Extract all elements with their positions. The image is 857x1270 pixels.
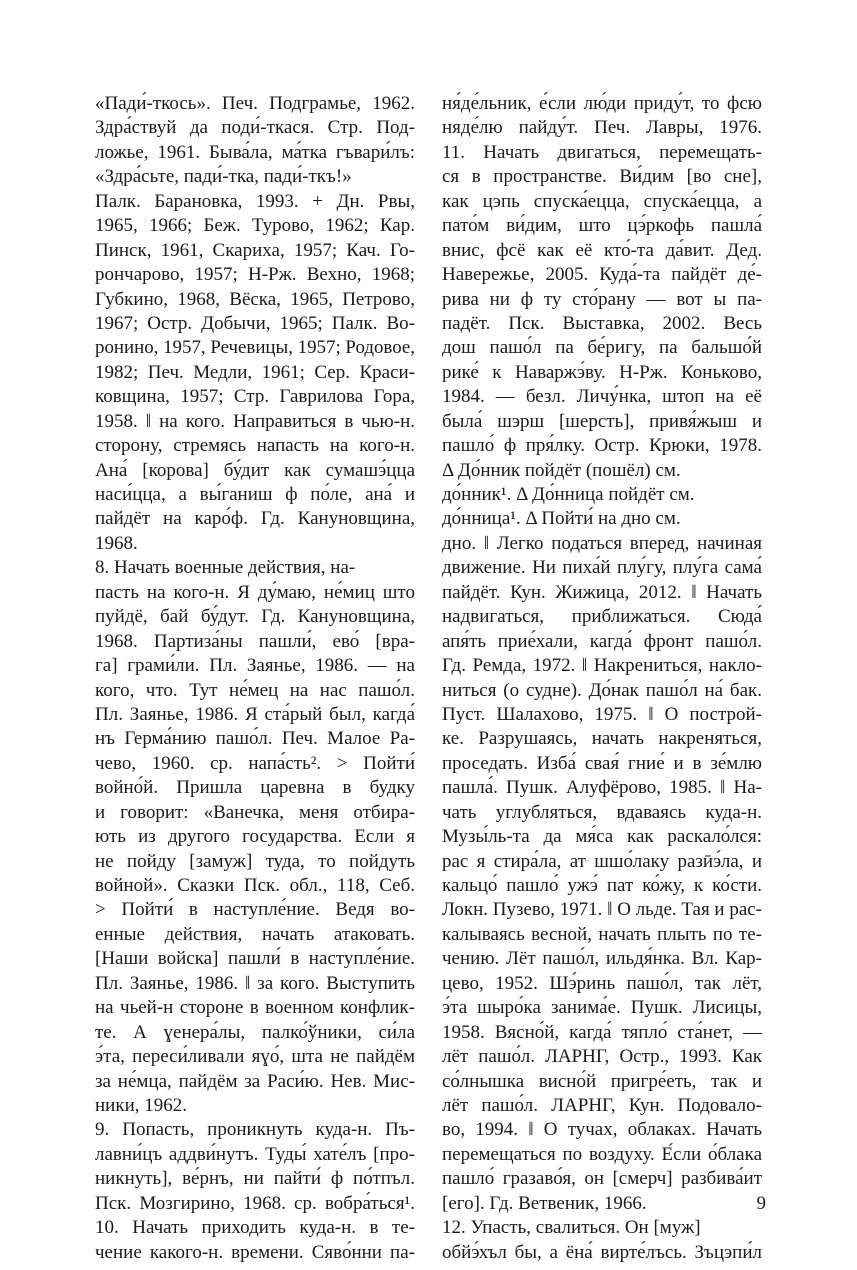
- text-line: лавни́цъ аддви́нутъ. Туды́ хате́лъ [про-: [95, 1143, 415, 1165]
- page-number: 9: [756, 1193, 766, 1214]
- text-line: 10. Начать приходить куда-н. в те-: [95, 1217, 415, 1239]
- text-line: перемещаться по воздуху. Е́сли о́блака: [442, 1143, 762, 1165]
- text-line: Палк. Барановка, 1993. + Дн. Рвы,: [95, 190, 415, 212]
- text-line: до́нница¹. Δ Пойти́ на дно см.: [442, 508, 681, 530]
- text-line: пайдёт на каро́ф. Гд. Кануновщина,: [95, 508, 415, 530]
- text-line: пасть на кого-н. Я ду́маю, не́миц што: [95, 581, 415, 603]
- text-line: была́ шэрш [шерсть], привя́жыш и: [442, 410, 762, 432]
- text-line: 1958. Вясно́й, кагда́ тяпло́ ста́нет, —: [442, 1021, 762, 1043]
- text-line: чению. Лёт пашо́л, ильдя́нка. Вл. Кар-: [442, 948, 762, 970]
- text-line: не пойду [замуж] туда, то пойдуть: [95, 850, 415, 872]
- text-line: дно. ‖ Легко податься вперед, начиная: [442, 532, 762, 554]
- text-line: няде́лю пайду́т. Печ. Лавры, 1976.: [442, 117, 762, 139]
- text-line: Пуст. Шалахово, 1975. ‖ О построй-: [442, 703, 762, 725]
- text-line: на чьей-н стороне в военном конфлик-: [95, 997, 415, 1019]
- text-line: 8. Начать военные действия, на-: [95, 557, 356, 579]
- left-column: [95, 92, 417, 1265]
- text-line: внис, фсё как её кто́-та да́вит. Дед.: [442, 239, 762, 261]
- text-line: обйэ́хъл бы, а ёна́ вирте́лъсь. Зъцэпи́л: [442, 1241, 762, 1263]
- text-line: э́та, переси́ливали яɣо́, шта не пайдём: [95, 1046, 415, 1068]
- text-line: Δ До́нник пойдёт (пошёл) см.: [442, 459, 681, 481]
- text-line: во, 1994. ‖ О тучах, облаках. Начать: [442, 1119, 762, 1141]
- text-line: Губкино, 1968, Вёска, 1965, Петрово,: [95, 288, 415, 310]
- text-line: надвигаться, приближаться. Сюда́: [442, 606, 762, 628]
- text-line: со́лнышка висно́й пригре́еть, так и: [442, 1070, 762, 1092]
- text-line: э́та шыро́ка занима́е. Пушк. Лисицы,: [442, 997, 762, 1019]
- text-line: апя́ть прие́хали, кагда́ фронт пашо́л.: [442, 630, 762, 652]
- text-line: [Наши войска] пашли́ в наступле́ние.: [95, 948, 415, 970]
- text-line: лёт пашо́л. ЛАРНГ, Остр., 1993. Как: [442, 1046, 762, 1068]
- text-line: калываясь весной, начать плыть по те-: [442, 923, 762, 945]
- text-line: Пл. Заянье, 1986. ‖ за кого. Выступить: [95, 972, 415, 994]
- text-line: нъ Герма́нию пашо́л. Печ. Малое Ра-: [95, 728, 415, 750]
- text-line: чение какого-н. времени. Сяво́нни па-: [95, 1241, 415, 1263]
- text-line: движение. Ни пиха́й плу́гу, плу́га сама́: [442, 557, 762, 579]
- text-line: пашло́ ф пря́лку. Остр. Крюки, 1978.: [442, 435, 762, 457]
- text-line: рас я стира́ла, ат шшо́лаку разӣэ́ла, и: [442, 850, 762, 872]
- text-line: Гд. Ремда, 1972. ‖ Накрениться, накло-: [442, 655, 762, 677]
- text-line: и говорит: «Ванечка, меня отбира-: [95, 801, 415, 823]
- text-line: 1958. ‖ на кого. Направиться в чью-н.: [95, 410, 415, 432]
- text-line: Музы́ль-та да мя́са как раскало́лся:: [442, 826, 762, 848]
- text-line: ники, 1962.: [95, 1094, 187, 1116]
- text-line: дош пашо́л па бе́ригу, па бальшо́й: [442, 337, 762, 359]
- text-line: 1967; Остр. Добычи, 1965; Палк. Во-: [95, 312, 415, 334]
- text-line: падёт. Пск. Выставка, 2002. Весь: [442, 312, 762, 334]
- text-line: 9. Попасть, проникнуть куда-н. Пъ-: [95, 1119, 415, 1141]
- text-line: рончарово, 1957; Н-Рж. Вехно, 1968;: [95, 264, 415, 286]
- text-line: те. А ɣенера́лы, палко́ўники, си́ла: [95, 1021, 415, 1043]
- text-line: пашло́ гразаво́я, он [смерч] разбива́ит: [442, 1168, 762, 1190]
- text-line: Навережье, 2005. Куда́-та пайдёт де́-: [442, 264, 762, 286]
- text-line: сторону, стремясь напасть на кого-н.: [95, 435, 415, 457]
- text-line: Пл. Заянье, 1986. Я ста́рый был, кагда́: [95, 703, 415, 725]
- text-line: Локн. Пузево, 1971. ‖ О льде. Тая и рас-: [442, 899, 762, 921]
- text-line: [его]. Гд. Ветвеник, 1966.: [442, 1192, 647, 1214]
- text-line: чево, 1960. ср. напа́сть². > Пойти́: [95, 752, 415, 774]
- text-line: ложье, 1961. Быва́ла, ма́тка гъвари́лъ:: [95, 141, 415, 163]
- text-line: рива ни ф ту сто́рану — вот ы па-: [442, 288, 762, 310]
- text-line: 1968.: [95, 532, 138, 554]
- text-line: га] грами́ли. Пл. Заянье, 1986. — на: [95, 655, 415, 677]
- text-line: 12. Упасть, свалиться. Он [муж]: [442, 1217, 701, 1239]
- text-line: наси́цца, а вы́ганиш ф по́ле, ана́ и: [95, 484, 415, 505]
- text-line: Пск. Мозгирино, 1968. ср. вобра́ться¹.: [95, 1192, 415, 1214]
- text-line: Ана́ [корова] бу́дит как сумашэ́цца: [95, 459, 415, 481]
- text-line: ня́де́льник, е́сли лю́ди приду́т, то фсю: [442, 93, 762, 114]
- text-line: ють из другого государства. Если я: [95, 826, 415, 848]
- text-line: 1984. — безл. Личу́нка, штоп на её: [442, 386, 762, 408]
- text-line: ниться (о судне). До́нак пашо́л на́ бак.: [442, 679, 762, 701]
- text-line: кого, что. Тут не́мец на нас пашо́л.: [95, 679, 415, 701]
- text-line: 1965, 1966; Беж. Турово, 1962; Кар.: [95, 215, 415, 237]
- text-line: войно́й. Пришла царевна в будку: [95, 777, 415, 799]
- text-line: пато́м ви́дим, што цэ́ркофь пашла́: [442, 215, 762, 237]
- text-line: ся в пространстве. Ви́дим [во сне],: [442, 166, 762, 188]
- text-line: ке. Разрушаясь, начать накреняться,: [442, 728, 762, 750]
- text-line: Пинск, 1961, Скариха, 1957; Кач. Го-: [95, 239, 415, 261]
- text-line: кальцо́ пашло́ ужэ́ пат ко́жу, к ко́сти.: [442, 875, 762, 896]
- text-line: лёт пашо́л. ЛАРНГ, Кун. Подовало-: [442, 1094, 762, 1116]
- text-line: «Здра́сьте, пади́-тка, пади́-ткъ!»: [95, 166, 352, 188]
- text-line: рике́ к Наваржэ́ву. Н-Рж. Коньково,: [442, 361, 762, 383]
- text-line: войной». Сказки Пск. обл., 118, Себ.: [95, 875, 415, 896]
- text-line: чать углубляться, вдаваясь куда-н.: [442, 801, 762, 823]
- text-line: пуйдё, бай бу́дут. Гд. Кануновщина,: [95, 606, 415, 628]
- text-line: пашла́. Пушк. Алуфёрово, 1985. ‖ На-: [442, 777, 762, 799]
- text-line: енные действия, начать атаковать.: [95, 923, 415, 945]
- text-line: ковщина, 1957; Стр. Гаврилова Гора,: [95, 386, 415, 408]
- text-line: > Пойти́ в наступле́ние. Ведя во-: [95, 899, 415, 921]
- text-line: «Пади́-ткось». Печ. Подграмье, 1962.: [95, 93, 415, 114]
- text-line: Здра́ствуй да поди́-ткася. Стр. Под-: [95, 117, 415, 139]
- right-column: [442, 92, 762, 1265]
- text-line: до́нник¹. Δ До́нница пойдёт см.: [442, 484, 695, 505]
- text-line: 1982; Печ. Медли, 1961; Сер. Краси-: [95, 361, 415, 383]
- text-line: 1968. Партиза́ны пашли́, ево́ [вра-: [95, 630, 415, 652]
- text-line: ронино, 1957, Речевицы, 1957; Родовое,: [95, 337, 415, 359]
- text-line: проседать. Изба́ свая́ гние́ и в зе́млю: [442, 752, 762, 774]
- text-line: за не́мца, пайдём за Раси́ю. Нев. Мис-: [95, 1070, 415, 1092]
- text-line: 11. Начать двигаться, перемещать-: [442, 141, 762, 163]
- text-line: никнуть], ве́рнъ, ни пайти́ ф по́тпъл.: [95, 1168, 415, 1190]
- text-line: цево, 1952. Шэ́ринь пашо́л, так лёт,: [442, 972, 762, 994]
- text-line: как цэпь спуска́ецца, спуска́ецца, а: [442, 190, 762, 212]
- text-line: пайдёт. Кун. Жижица, 2012. ‖ Начать: [442, 581, 762, 603]
